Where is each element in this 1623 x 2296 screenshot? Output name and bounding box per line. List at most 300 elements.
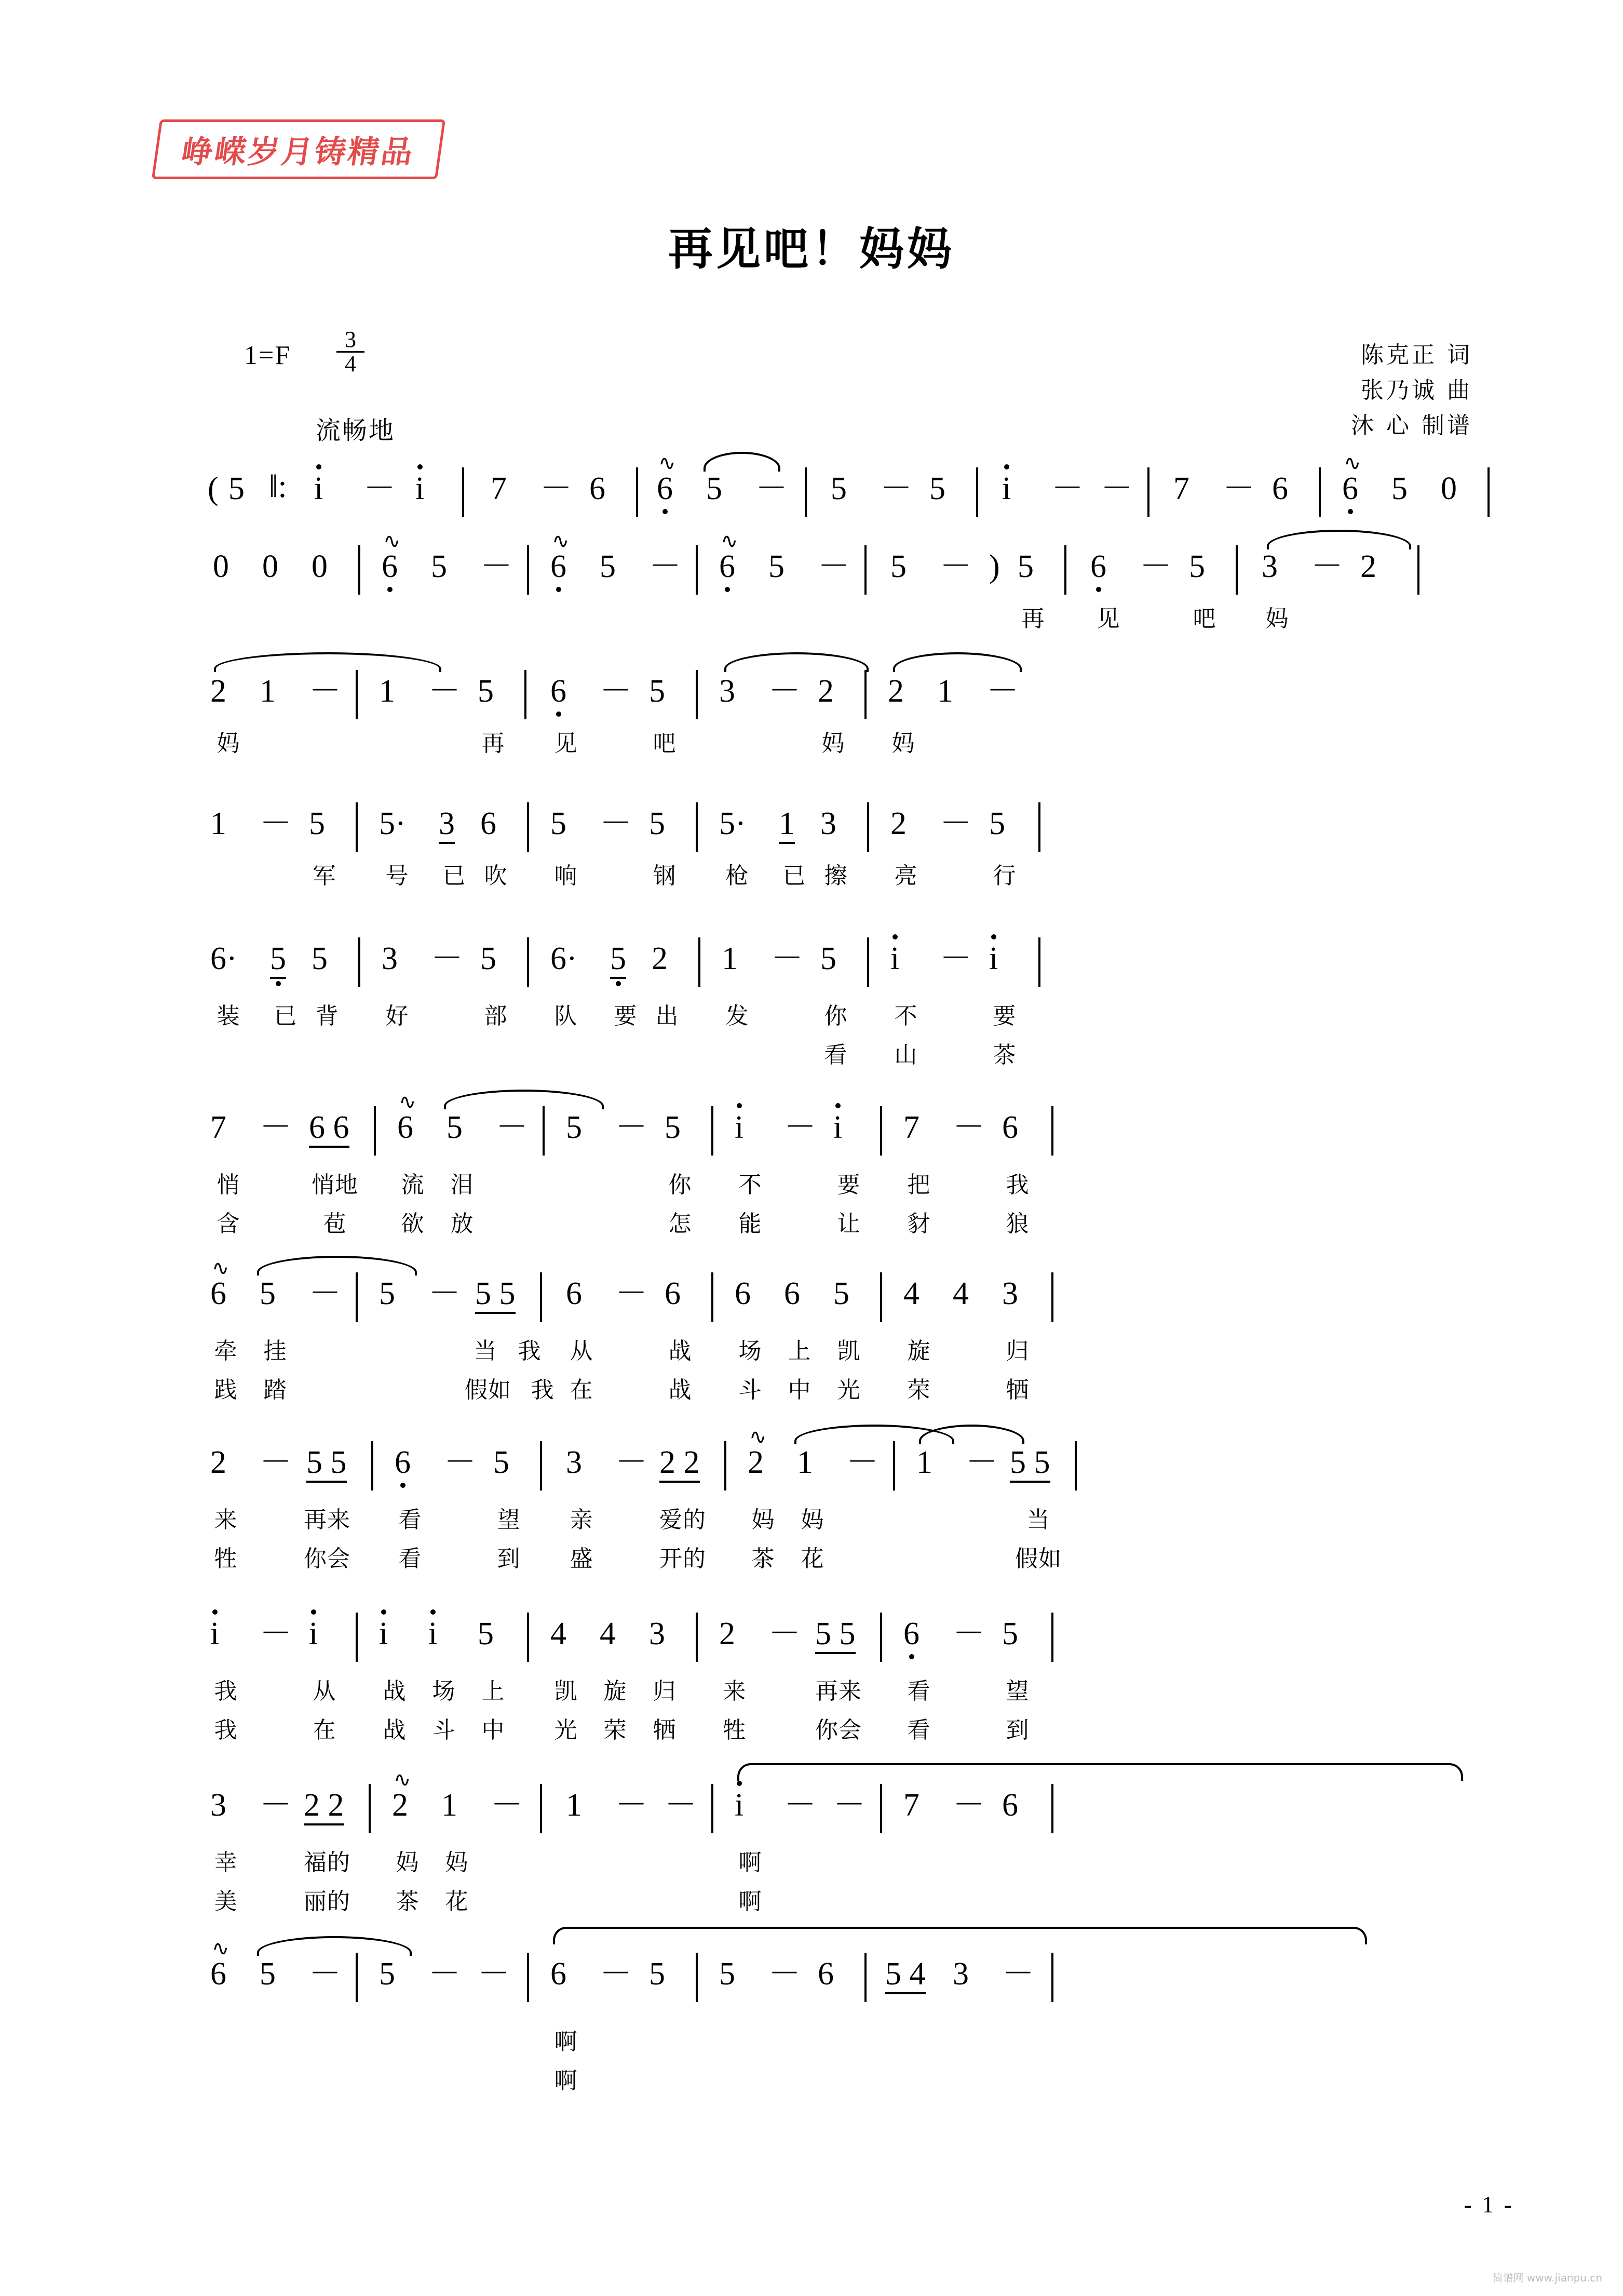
lyric-syllable: 上: [788, 1338, 812, 1364]
note: －: [1223, 471, 1255, 506]
note: i: [309, 1616, 318, 1651]
lyric-syllable-verse2: 战: [383, 1717, 407, 1743]
slur: [214, 652, 441, 672]
note: 1: [441, 1788, 457, 1823]
mordent-icon: ∿: [552, 529, 570, 553]
note: i: [379, 1616, 388, 1651]
note: －: [615, 1788, 648, 1823]
lyric-syllable-verse2: 光: [837, 1377, 861, 1403]
barline: [1064, 545, 1066, 595]
note: －: [771, 941, 804, 976]
lyric-syllable: 号: [385, 863, 409, 889]
lyric-syllable-verse2: 盛: [570, 1546, 593, 1572]
lyric-syllable: 亲: [570, 1507, 593, 1533]
credits-block: [1351, 338, 1472, 444]
note: i: [314, 471, 323, 506]
note: －: [755, 471, 788, 506]
barline: [864, 670, 867, 719]
note: 2 2: [659, 1446, 700, 1483]
note: －: [309, 1956, 342, 1992]
note: 0: [262, 549, 278, 584]
lyric-syllable: 从: [570, 1338, 593, 1364]
note: 5: [833, 1276, 849, 1311]
page-number: - 1 -: [1464, 2191, 1514, 2218]
note: 5: [1391, 471, 1408, 506]
lyric-syllable-verse2: 狼: [1006, 1211, 1030, 1237]
lyric-syllable: 当: [1026, 1507, 1050, 1533]
lyric-syllable-verse2: 践: [214, 1377, 238, 1403]
lyric-syllable-verse2: 看: [824, 1042, 848, 1068]
note: －: [833, 1788, 866, 1823]
note: 5: [768, 549, 785, 584]
barline: [1038, 802, 1040, 852]
barline: [880, 1272, 882, 1322]
note: 6: [1002, 1788, 1018, 1823]
note: 6·: [550, 941, 577, 976]
mordent-icon: ∿: [658, 451, 676, 475]
note: 5 5: [306, 1446, 347, 1483]
lyric-syllable-verse2: 放: [450, 1211, 474, 1237]
note: －: [615, 1276, 648, 1311]
note: 5 4: [885, 1958, 926, 1994]
note: －: [496, 1110, 529, 1145]
note: 7: [903, 1110, 919, 1145]
lyric-syllable-verse2: 牺: [1006, 1377, 1030, 1403]
lyric-syllable-verse2: 看: [398, 1546, 422, 1572]
lyric-syllable: 妈: [751, 1507, 775, 1533]
barline: [369, 1784, 371, 1833]
note: 6: [589, 471, 605, 506]
lyric-syllable-verse2: 我: [531, 1377, 554, 1403]
barline: [374, 1106, 376, 1156]
note: 5: [1002, 1616, 1018, 1651]
lyric-syllable-verse2: 山: [894, 1042, 918, 1068]
lyric-syllable: 擦: [824, 863, 848, 889]
note: 5: [600, 549, 616, 584]
note: 3: [210, 1788, 226, 1823]
barline: [356, 1953, 358, 2002]
lyric-syllable-verse2: 丽的: [304, 1888, 350, 1915]
note: －: [940, 806, 972, 841]
lyric-syllable: 啊: [554, 2029, 578, 2055]
note: 3: [820, 806, 836, 841]
system-3: [208, 670, 1417, 757]
system-7: [208, 1256, 1417, 1403]
note: －: [1101, 471, 1133, 506]
note: 5: [493, 1445, 509, 1480]
note: －: [846, 1445, 879, 1480]
credit-composer: 张乃诚 曲: [1361, 377, 1472, 404]
barline: [1417, 545, 1419, 595]
lyric-syllable-verse2: 茶: [751, 1546, 775, 1572]
note: －: [665, 1788, 697, 1823]
lyric-syllable-verse2: 牺: [653, 1717, 677, 1743]
note: 5: [379, 1276, 395, 1311]
lyric-syllable: 挂: [263, 1338, 287, 1364]
note: i: [415, 471, 425, 506]
lyric-syllable: 要: [837, 1172, 861, 1198]
note: 3: [382, 941, 398, 976]
note: 7: [903, 1788, 919, 1823]
note: －: [615, 1445, 648, 1480]
lyric-syllable: 泪: [450, 1172, 474, 1198]
lyric-syllable-verse2: 茶: [396, 1888, 420, 1915]
lyric-syllable-verse2: 美: [214, 1888, 238, 1915]
lyric-syllable: 钢: [653, 863, 677, 889]
key-signature: 1=F: [244, 341, 291, 370]
slur: [257, 1256, 417, 1275]
note: 4: [600, 1616, 616, 1651]
note: －: [966, 1445, 998, 1480]
note: 6: [395, 1445, 411, 1480]
mordent-icon: ∿: [212, 1937, 229, 1961]
lyric-syllable-verse2: 斗: [738, 1377, 762, 1403]
barline: [1051, 1613, 1053, 1662]
note: 5: [480, 941, 496, 976]
slur: [893, 652, 1022, 672]
lyric-syllable-verse2: 看: [907, 1717, 931, 1743]
note: 4: [903, 1276, 919, 1311]
lyric-syllable-verse2: 开的: [659, 1546, 706, 1572]
note: 5: [610, 943, 626, 979]
note: －: [363, 471, 396, 506]
note: 5: [260, 1956, 276, 1992]
note: 5: [312, 941, 328, 976]
note: 7: [491, 471, 507, 506]
lyric-syllable-verse2: 啊: [554, 2067, 578, 2094]
lyric-syllable-verse2: 我: [214, 1717, 238, 1743]
note: 5: [649, 674, 665, 709]
lyric-syllable-verse2: 怎: [668, 1211, 692, 1237]
lyric-syllable: 已: [442, 863, 466, 889]
barline: [867, 937, 869, 987]
note: 5: [1018, 549, 1034, 584]
barline: [1051, 1953, 1053, 2002]
note: －: [600, 674, 632, 709]
lyric-syllable: 妈: [445, 1849, 469, 1876]
barline: [711, 1106, 713, 1156]
barline: [543, 1106, 545, 1156]
note: 6: [665, 1276, 681, 1311]
system-9: [208, 1613, 1417, 1743]
note: 3: [1002, 1276, 1018, 1311]
note: 5: [566, 1110, 582, 1145]
barline: [696, 670, 698, 719]
note: －: [260, 1445, 292, 1480]
note: 3: [649, 1616, 665, 1651]
note: －: [768, 1956, 801, 1992]
barline: [711, 1272, 713, 1322]
note: 2: [392, 1788, 408, 1823]
note: 5: [270, 943, 286, 979]
lyric-syllable-verse2: 花: [445, 1888, 469, 1915]
repeat-sign-start: ‖:: [269, 469, 287, 504]
lyric-syllable: 来: [723, 1678, 747, 1704]
lyric-syllable: 要: [993, 1003, 1017, 1029]
slur: [257, 1936, 412, 1956]
lyric-syllable: 你: [668, 1172, 692, 1198]
lyric-syllable: 出: [655, 1003, 679, 1029]
watermark: 简谱网 www.jianpu.cn: [1492, 2272, 1602, 2284]
note: －: [784, 1788, 817, 1823]
barline: [1147, 467, 1149, 517]
lyric-syllable-verse2: 荣: [907, 1377, 931, 1403]
lyric-syllable: 装: [217, 1003, 240, 1029]
note: －: [953, 1110, 985, 1145]
note: i: [833, 1110, 843, 1145]
lyric-syllable: 亮: [894, 863, 918, 889]
note: －: [818, 549, 850, 584]
barline: [864, 1953, 867, 2002]
note: i: [735, 1110, 744, 1145]
note: －: [444, 1445, 477, 1480]
lyric-syllable: 看: [907, 1678, 931, 1704]
note: 6: [210, 1956, 226, 1992]
lyric-syllable-verse2: 你会: [815, 1717, 862, 1743]
note: －: [953, 1788, 985, 1823]
note: －: [428, 1956, 461, 1992]
lyric-syllable: 妈: [801, 1507, 824, 1533]
note: 2: [748, 1445, 764, 1480]
barline: [880, 1784, 882, 1833]
note: －: [940, 549, 972, 584]
note: 5: [831, 471, 847, 506]
barline: [527, 1613, 529, 1662]
lyric-syllable: 再: [1021, 606, 1045, 632]
lyric-syllable: 福的: [304, 1849, 350, 1876]
lyric-syllable-verse2: 牲: [723, 1717, 747, 1743]
barline: [356, 1613, 358, 1662]
note: 3: [719, 674, 735, 709]
barline: [540, 1441, 542, 1491]
note: 5·: [719, 806, 746, 841]
mordent-icon: ∿: [721, 529, 738, 553]
lyric-syllable: 不: [738, 1172, 762, 1198]
barline: [356, 670, 358, 719]
note: 6·: [210, 941, 237, 976]
note: 2: [210, 674, 226, 709]
note: －: [260, 806, 292, 841]
lyric-syllable-verse2: 踏: [263, 1377, 287, 1403]
note: 6: [397, 1110, 413, 1145]
note: 6: [550, 549, 566, 584]
barline: [527, 1953, 529, 2002]
barline: [524, 670, 526, 719]
note: 2: [818, 674, 834, 709]
note: 5: [550, 806, 566, 841]
lyric-syllable-verse2: 中: [788, 1377, 812, 1403]
barline: [1236, 545, 1238, 595]
note: 5: [260, 1276, 276, 1311]
note: 6: [382, 549, 398, 584]
barline: [1319, 467, 1321, 517]
barline: [867, 802, 869, 852]
lyric-syllable-verse2: 荣: [603, 1717, 627, 1743]
lyric-syllable: 悄: [217, 1172, 240, 1198]
note: 6: [784, 1276, 800, 1311]
phrase-tie: [737, 1763, 1463, 1781]
note: 1: [779, 808, 795, 844]
lyric-syllable-verse2: 斗: [432, 1717, 456, 1743]
lyric-syllable: 你: [824, 1003, 848, 1029]
lyric-syllable: 把: [907, 1172, 931, 1198]
note: 2: [210, 1445, 226, 1480]
note: 1: [379, 674, 395, 709]
note: 6: [550, 674, 566, 709]
page-title: 再见吧！妈妈: [668, 223, 955, 275]
lyric-syllable: 归: [653, 1678, 677, 1704]
note: 5: [649, 1956, 665, 1992]
note: －: [768, 1616, 801, 1651]
note: 6: [719, 549, 735, 584]
lyric-syllable-verse2: 啊: [738, 1888, 762, 1915]
note: 2: [719, 1616, 735, 1651]
lyric-syllable-verse2: 欲: [401, 1211, 425, 1237]
lyric-syllable: 旋: [603, 1678, 627, 1704]
note: 6 6: [309, 1111, 349, 1148]
barline: [1487, 467, 1490, 517]
lyric-syllable: 再: [481, 730, 505, 757]
note: 3: [953, 1956, 969, 1992]
barline: [356, 802, 358, 852]
note: －: [649, 549, 682, 584]
note: 5: [228, 471, 245, 506]
lyric-syllable: 从: [313, 1678, 336, 1704]
barline: [1051, 1106, 1053, 1156]
note: 0: [213, 549, 229, 584]
lyric-syllable: 再来: [815, 1678, 862, 1704]
note: －: [480, 549, 513, 584]
note: 3: [439, 808, 455, 844]
lyric-syllable: 场: [738, 1338, 762, 1364]
note: 3: [1262, 549, 1278, 584]
lyric-syllable-verse2: 在: [570, 1377, 593, 1403]
note: 1: [260, 674, 276, 709]
slur: [704, 452, 780, 472]
lyric-syllable: 吧: [1193, 606, 1216, 632]
lyric-syllable-verse2: 让: [837, 1211, 861, 1237]
note: 6: [480, 806, 496, 841]
barline: [696, 802, 698, 852]
barline: [805, 467, 807, 517]
note: i: [210, 1616, 220, 1651]
lyric-syllable: 凯: [554, 1678, 578, 1704]
mordent-icon: ∿: [383, 529, 401, 553]
system-6: [208, 1090, 1417, 1237]
note: 5: [431, 549, 447, 584]
barline: [864, 545, 867, 595]
note: i: [989, 941, 998, 976]
lyric-syllable: 行: [993, 863, 1017, 889]
system-10: [208, 1768, 1417, 1915]
note: －: [1140, 549, 1172, 584]
meter-denominator: 4: [336, 351, 364, 375]
lyric-syllable: 望: [497, 1507, 521, 1533]
lyric-syllable: 不: [894, 1003, 918, 1029]
note: 1: [722, 941, 738, 976]
note: 6: [1272, 471, 1288, 506]
lyric-syllable: 军: [313, 863, 336, 889]
lyric-syllable-verse2: 能: [738, 1211, 762, 1237]
note: －: [880, 471, 913, 506]
lyric-syllable: 部: [484, 1003, 508, 1029]
lyric-syllable-verse2: 豺: [907, 1211, 931, 1237]
lyric-syllable-verse2: 茶: [993, 1042, 1017, 1068]
barline: [358, 937, 360, 987]
barline: [636, 467, 638, 517]
barline: [724, 1441, 726, 1491]
lyric-syllable: 要: [614, 1003, 638, 1029]
lyric-syllable: 再来: [304, 1507, 350, 1533]
barline: [696, 1613, 698, 1662]
lyric-syllable-verse2: 光: [554, 1717, 578, 1743]
note: 1: [566, 1788, 582, 1823]
lyric-syllable-verse2: 你会: [304, 1546, 350, 1572]
lyric-syllable: 牵: [214, 1338, 238, 1364]
note: 6: [566, 1276, 582, 1311]
lyric-syllable: 响: [554, 863, 578, 889]
lyric-syllable-verse2: 到: [1006, 1717, 1030, 1743]
note: 6: [657, 471, 673, 506]
note: 4: [953, 1276, 969, 1311]
lyric-syllable-verse2: 牲: [214, 1546, 238, 1572]
note: 5: [929, 471, 945, 506]
system-5: [208, 937, 1417, 1068]
lyric-syllable: 爱的: [659, 1507, 706, 1533]
lyric-syllable: 当: [474, 1338, 497, 1364]
lyric-syllable-verse2: 苞: [323, 1211, 347, 1237]
slur: [444, 1090, 604, 1109]
barline: [1038, 937, 1040, 987]
note: －: [309, 1276, 342, 1311]
note: 5: [379, 1956, 395, 1992]
note: －: [478, 1956, 510, 1992]
note: 2: [652, 941, 668, 976]
lyric-syllable: 队: [554, 1003, 578, 1029]
barline: [1075, 1441, 1077, 1491]
lyric-syllable: 妈: [891, 730, 915, 757]
note: i: [428, 1616, 438, 1651]
note: －: [600, 806, 632, 841]
lyric-syllable-verse2: 到: [497, 1546, 521, 1572]
note: －: [768, 674, 801, 709]
note: 6: [210, 1276, 226, 1311]
note: 5 5: [1010, 1446, 1050, 1483]
system-2: [208, 529, 1417, 632]
note: 6: [1090, 549, 1106, 584]
note: －: [615, 1110, 648, 1145]
meter-numerator: 3: [345, 327, 356, 352]
lyric-syllable: 我: [518, 1338, 542, 1364]
lyric-syllable: 枪: [725, 863, 749, 889]
barline: [527, 545, 529, 595]
lyric-syllable: 来: [214, 1507, 238, 1533]
barline: [1051, 1784, 1053, 1833]
barline: [1051, 1272, 1053, 1322]
note: －: [784, 1110, 817, 1145]
lyric-syllable-verse2: 在: [313, 1717, 336, 1743]
lyric-syllable: 看: [398, 1507, 422, 1533]
note: 0: [312, 549, 328, 584]
barline: [358, 545, 360, 595]
note: －: [1002, 1956, 1035, 1992]
credit-engraver: 沐 心 制谱: [1351, 412, 1472, 439]
note: －: [431, 941, 464, 976]
lyric-syllable-verse2: 战: [668, 1377, 692, 1403]
note: －: [260, 1788, 292, 1823]
mordent-icon: ∿: [399, 1090, 416, 1114]
lyric-syllable-verse2: 假如: [1015, 1546, 1062, 1572]
